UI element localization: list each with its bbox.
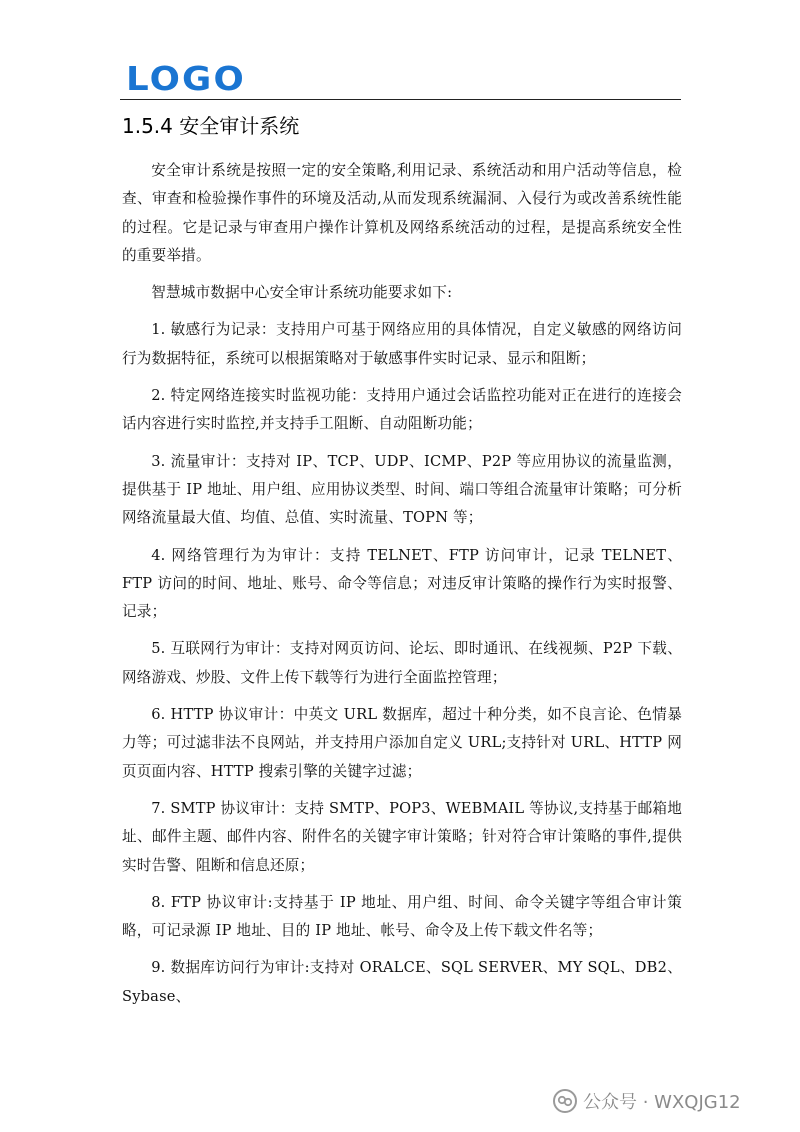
list-item: 5. 互联网行为审计：支持对网页访问、论坛、即时通讯、在线视频、P2P 下载、网络游戏、炒股、文件上传下载等行为进行全面监控管理；	[122, 640, 682, 686]
header-divider	[120, 99, 681, 100]
document-body	[122, 157, 682, 1020]
list-item: 3. 流量审计：支持对 IP、TCP、UDP、ICMP、P2P 等应用协议的流量监测，提供基于 IP 地址、用户组、应用协议类型、时间、端口等组合流量审计策略；可分析网络流量最大值、均值、总值、实时流量、TOPN 等；	[122, 452, 682, 527]
list-item: 9. 数据库访问行为审计:支持对 ORALCE、SQL SERVER、MY SQL、DB2、Sybase、	[122, 959, 682, 1005]
list-item: 6. HTTP 协议审计：中英文 URL 数据库，超过十种分类，如不良言论、色情暴力等；可过滤非法不良网站，并支持用户添加自定义 URL;支持针对 URL、HTTP 网页页面内容、HTTP 搜索引擎的关键字过滤；	[122, 706, 682, 780]
intro-paragraph: 安全审计系统是按照一定的安全策略,利用记录、系统活动和用户活动等信息，检查、审查和检验操作事件的环境及活动,从而发现系统漏洞、入侵行为或改善系统性能的过程。它是记录与审查用户操作计算机及网络系统活动的过程，是提高系统安全性的重要举措。	[122, 162, 682, 264]
header-logo: LOGO	[126, 59, 246, 98]
requirements-lead: 智慧城市数据中心安全审计系统功能要求如下:	[151, 284, 453, 302]
wechat-official-account-icon	[553, 1089, 577, 1113]
list-item: 2. 特定网络连接实时监视功能：支持用户通过会话监控功能对正在进行的连接会话内容进行实时监控,并支持手工阻断、自动阻断功能；	[122, 387, 682, 433]
watermark-text: 公众号 · WXQJG12	[583, 1092, 741, 1113]
list-item: 4. 网络管理行为为审计：支持 TELNET、FTP 访问审计，记录 TELNET、FTP 访问的时间、地址、账号、命令等信息；对违反审计策略的操作行为实时报警、记录；	[122, 546, 682, 621]
section-title: 1.5.4 安全审计系统	[122, 114, 300, 138]
list-item: 8. FTP 协议审计:支持基于 IP 地址、用户组、时间、命令关键字等组合审计策略，可记录源 IP 地址、目的 IP 地址、帐号、命令及上传下载文件名等；	[122, 893, 682, 940]
list-item: 1. 敏感行为记录：支持用户可基于网络应用的具体情况，自定义敏感的网络访问行为数据特征，系统可以根据策略对于敏感事件实时记录、显示和阻断；	[122, 321, 682, 367]
watermark	[553, 1088, 741, 1114]
list-item: 7. SMTP 协议审计：支持 SMTP、POP3、WEBMAIL 等协议,支持基于邮箱地址、邮件主题、邮件内容、附件名的关键字审计策略；针对符合审计策略的事件,提供实时告警、阻断和信息还原；	[122, 799, 682, 874]
